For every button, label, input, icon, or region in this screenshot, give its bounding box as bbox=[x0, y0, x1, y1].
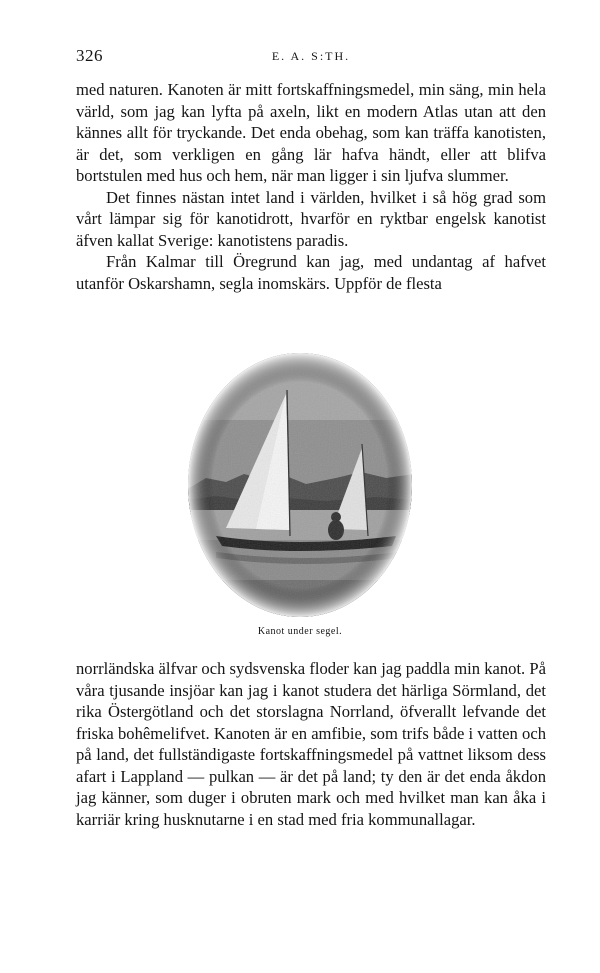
running-head: E. A. S:TH. bbox=[271, 49, 351, 63]
paragraph: Från Kalmar till Öregrund kan jag, med undantag af hafvet utanför Oskarshamn, segla inomskärs. Uppför de flesta bbox=[76, 252, 546, 293]
page-number: 326 bbox=[76, 46, 103, 65]
paragraph: norrländska älfvar och sydsvenska floder kan jag paddla min kanot. På våra tjusande insjöar kan jag i kanot studera det härliga Sörmland, det rika Östergötland och det storslagna Norrland, öfverallt lefvande det friska bohêmelifvet. Kanoten är en amfibie, som trifs både i vatten och på land, det fullständigaste fortskaffningsmedel på vattnet liksom dess afart i Lappland — pulkan — är det på land; ty den är det enda åkdon jag känner, som duger i obruten mark och med hvilket man kan åka i karriär kring husknutarne i en stad med fria kommunallagar. bbox=[76, 659, 546, 829]
paragraph: med naturen. Kanoten är mitt fortskaffningsmedel, min säng, min hela värld, som jag kan lyfta på axeln, likt en modern Atlas utan att den kännes allt för tryckande. Det enda obehag, som kan träffa kanotisten, är det, som verkligen en gång lär hafva händt, eller att blifva bortstulen med hus och hem, när man ligger i sin ljufva slummer. bbox=[76, 80, 546, 185]
page-header bbox=[76, 46, 546, 68]
body-text-top bbox=[76, 79, 546, 294]
canoe-sailing-photo bbox=[186, 350, 414, 620]
body-text-bottom bbox=[76, 658, 546, 830]
figure-caption: Kanot under segel. bbox=[257, 626, 343, 637]
paragraph: Det finnes nästan intet land i världen, hvilket i så hög grad som vårt lämpar sig för kanotidrott, hvarför en ryktbar engelsk kanotist äfven kallat Sverige: kanotistens paradis. bbox=[76, 187, 546, 250]
